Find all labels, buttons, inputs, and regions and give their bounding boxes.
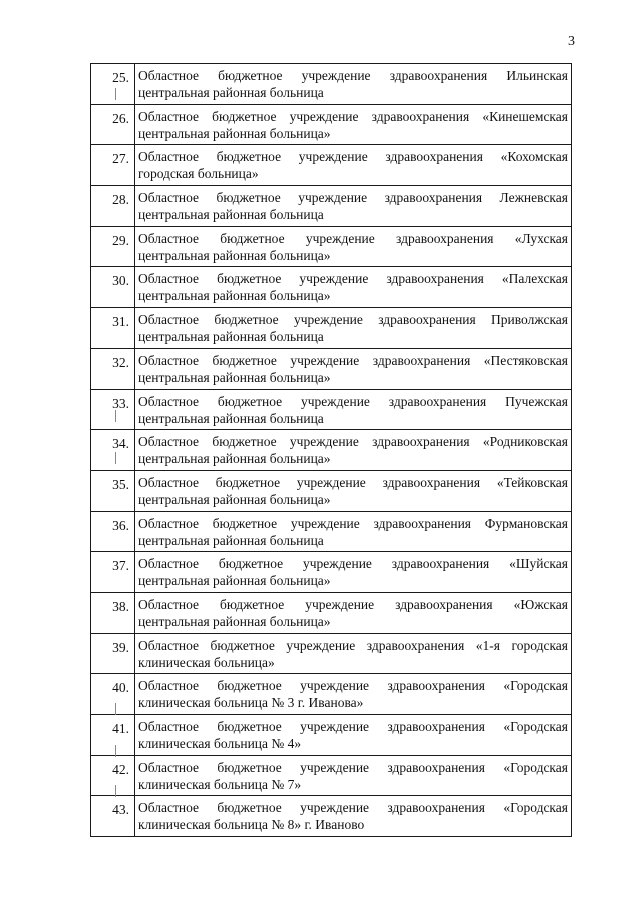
row-number-cell: [91, 674, 135, 715]
row-number-cell: [91, 633, 135, 674]
institution-name: Областное бюджетное учреждение здравоохранения «Тейковская центральная районная больница»: [138, 474, 568, 507]
row-number: 33.: [112, 395, 129, 411]
institution-name-cell: [135, 64, 572, 105]
scan-artifact: [115, 452, 116, 464]
row-number-cell: [91, 64, 135, 105]
table-row: [91, 796, 572, 837]
scan-artifact: [115, 785, 116, 797]
row-number: 38.: [112, 598, 129, 614]
institution-name: Областное бюджетное учреждение здравоохранения Пучежская центральная районная больница: [138, 393, 568, 426]
row-number-cell: [91, 308, 135, 349]
institution-name: Областное бюджетное учреждение здравоохранения «Городская клиническая больница № 8» г. Иваново: [138, 800, 568, 833]
institution-name-cell: [135, 145, 572, 186]
scan-artifact: [115, 88, 116, 100]
institution-name: Областное бюджетное учреждение здравоохранения «Шуйская центральная районная больница»: [138, 556, 568, 589]
institution-name: Областное бюджетное учреждение здравоохранения «Лухская центральная районная больница»: [138, 230, 568, 263]
table-row: [91, 64, 572, 105]
institution-name-cell: [135, 226, 572, 267]
row-number: 31.: [112, 314, 129, 330]
row-number-cell: [91, 104, 135, 145]
page-number: 3: [568, 34, 575, 49]
table-row: [91, 186, 572, 227]
table-row: [91, 511, 572, 552]
institution-name: Областное бюджетное учреждение здравоохранения «Южская центральная районная больница»: [138, 596, 568, 629]
row-number: 35.: [112, 476, 129, 492]
row-number-cell: [91, 430, 135, 471]
row-number-cell: [91, 715, 135, 756]
row-number: 43.: [112, 802, 129, 818]
table-row: [91, 552, 572, 593]
institution-name-cell: [135, 796, 572, 837]
table-row: [91, 715, 572, 756]
row-number: 28.: [112, 192, 129, 208]
institution-name-cell: [135, 267, 572, 308]
scan-artifact: [115, 703, 116, 715]
table-row: [91, 633, 572, 674]
row-number-cell: [91, 226, 135, 267]
row-number-cell: [91, 755, 135, 796]
institution-name-cell: [135, 755, 572, 796]
table-row: [91, 674, 572, 715]
row-number-cell: [91, 186, 135, 227]
institution-name: Областное бюджетное учреждение здравоохранения «Городская клиническая больница № 3 г. Иванова»: [138, 678, 568, 711]
table-row: [91, 389, 572, 430]
institution-name-cell: [135, 389, 572, 430]
row-number: 27.: [112, 151, 129, 167]
institution-name: Областное бюджетное учреждение здравоохранения Приволжская центральная районная больница: [138, 312, 568, 345]
institution-name-cell: [135, 511, 572, 552]
row-number: 29.: [112, 232, 129, 248]
institution-name: Областное бюджетное учреждение здравоохранения «Городская клиническая больница № 4»: [138, 719, 568, 751]
institution-name: Областное бюджетное учреждение здравоохранения «1-я городская клиническая больница»: [138, 637, 568, 670]
row-number: 30.: [112, 273, 129, 289]
row-number: 42.: [112, 761, 129, 777]
scan-artifact: [115, 745, 116, 757]
table-row: [91, 592, 572, 633]
row-number: 37.: [112, 558, 129, 574]
row-number: 26.: [112, 110, 129, 126]
scan-artifact: [115, 410, 116, 422]
row-number-cell: [91, 389, 135, 430]
institution-name-cell: [135, 552, 572, 593]
row-number: 36.: [112, 517, 129, 533]
institution-name: Областное бюджетное учреждение здравоохранения «Кохомская городская больница»: [138, 149, 568, 182]
institution-name: Областное бюджетное учреждение здравоохранения Ильинская центральная районная больница: [138, 68, 568, 100]
row-number-cell: [91, 145, 135, 186]
institutions-table: [90, 63, 572, 837]
row-number-cell: [91, 511, 135, 552]
row-number: 32.: [112, 354, 129, 370]
table-row: [91, 430, 572, 471]
institution-name-cell: [135, 470, 572, 511]
institution-name-cell: [135, 674, 572, 715]
table-row: [91, 104, 572, 145]
institution-name: Областное бюджетное учреждение здравоохранения «Городская клиническая больница № 7»: [138, 759, 568, 792]
table-row: [91, 470, 572, 511]
table-row: [91, 348, 572, 389]
row-number: 34.: [112, 436, 129, 452]
institution-name: Областное бюджетное учреждение здравоохранения «Родниковская центральная районная больница»: [138, 434, 568, 467]
table-row: [91, 226, 572, 267]
row-number-cell: [91, 552, 135, 593]
row-number: 25.: [112, 70, 129, 85]
institution-name: Областное бюджетное учреждение здравоохранения Лежневская центральная районная больница: [138, 190, 568, 223]
institution-name-cell: [135, 104, 572, 145]
institution-name-cell: [135, 633, 572, 674]
institution-name-cell: [135, 430, 572, 471]
institution-name: Областное бюджетное учреждение здравоохранения «Палехская центральная районная больница»: [138, 271, 568, 304]
institution-name: Областное бюджетное учреждение здравоохранения «Пестяковская центральная районная больница»: [138, 352, 568, 385]
institution-name-cell: [135, 186, 572, 227]
institution-name-cell: [135, 592, 572, 633]
row-number-cell: [91, 348, 135, 389]
row-number-cell: [91, 267, 135, 308]
row-number-cell: [91, 796, 135, 837]
table-row: [91, 755, 572, 796]
row-number-cell: [91, 470, 135, 511]
row-number: 39.: [112, 639, 129, 655]
table-row: [91, 267, 572, 308]
row-number: 41.: [112, 721, 129, 736]
institution-name-cell: [135, 308, 572, 349]
institution-name: Областное бюджетное учреждение здравоохранения «Кинешемская центральная районная больница»: [138, 108, 568, 141]
table-row: [91, 145, 572, 186]
table-row: [91, 308, 572, 349]
institution-name-cell: [135, 348, 572, 389]
institution-name-cell: [135, 715, 572, 756]
row-number: 40.: [112, 680, 129, 696]
institution-name: Областное бюджетное учреждение здравоохранения Фурмановская центральная районная больница: [138, 515, 568, 548]
row-number-cell: [91, 592, 135, 633]
table-body: [91, 64, 572, 837]
